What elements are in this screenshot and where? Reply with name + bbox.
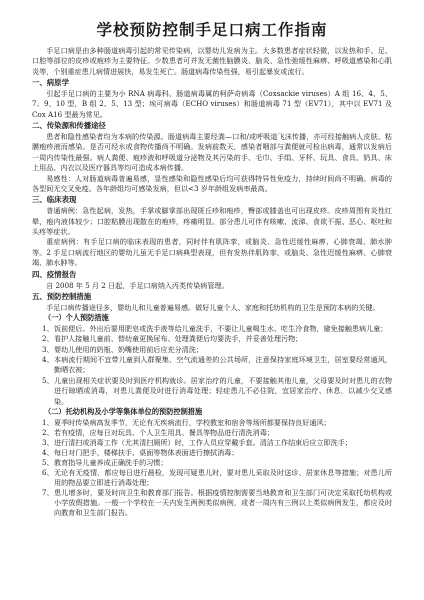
list-item: 6、 无论有无疫情，都应每日进行晨检，发现可疑患儿时，要对患儿采取及时送诊、居家休息等措施；对患儿所用的物品要立即进行消毒处理； (42, 468, 392, 488)
list-item: 5、 儿童出现相关症状要及时到医疗机构就诊。居家治疗的儿童，不要接触其他儿童，父母要及时对患儿的衣物进行晾晒或消毒，对患儿粪便及时进行消毒处理；轻症患儿不必住院，宜居家治疗、休息，以减少交叉感染。 (42, 375, 392, 406)
list-item: 2、 看护人接触儿童前、替幼童更换尿布、处理粪便后均要洗手，并妥善处理污物； (42, 334, 303, 344)
section-heading-pathogen: 一、病原学 (32, 78, 69, 88)
list-item: 4、 每日对门把手、楼梯扶手、桌面等物体表面进行擦拭消毒； (42, 447, 239, 457)
section-heading-clinical: 三、临床表现 (32, 195, 77, 205)
intro-paragraph: 手足口病是由多种肠道病毒引起的常见传染病，以婴幼儿发病为主。大多数患者症状轻微，以发热和手、足、口腔等部位的皮疹或疱疹为主要特征。少数患者可并发无菌性脑膜炎、脑炎、急性弛缓性麻痹、呼吸道感染和心肌炎等，个别重症患儿病情进展快，易发生死亡。肠道病毒传染性强，易引起暴发或流行。 (32, 46, 392, 76)
list-item: 2、 若有疫情，应每日对玩具、个人卫生用具、餐具等物品进行清洗消毒； (42, 427, 274, 437)
institution-measures-list (32, 418, 392, 519)
document-title: 学校预防控制手足口病工作指南 (96, 20, 328, 39)
transmission-paragraph: 患者和隐性感染者均为本病的传染源。肠道病毒主要经粪—口和/或呼吸道飞沫传播，亦可经接触病人皮肤、粘膜疱疹液而感染。是否可经水或食物传播尚不明确。发病前数天，感染者咽部与粪便就可检出病毒，通常以发病后一周内传染性最强。病人粪便、疱疹液和呼吸道分泌物及其污染的手、毛巾、手绢、牙杯、玩具、食具、奶具、床上用品、内衣以及医疗器具等均可造成本病传播。 (32, 132, 392, 173)
personal-measures-list (32, 324, 392, 407)
common-cases-paragraph: 普通病例：急性起病，发热，手掌或脚掌部出现斑丘疹和疱疹，臀部或膝盖也可出现皮疹。皮疹周围有炎性红晕，疱内液体较少；口腔粘膜出现散在的疱疹，疼痛明显。部分患儿可伴有咳嗽、流涕、食欲不振、恶心、呕吐和头疼等症状。 (32, 206, 392, 237)
prevention-paragraph: 手足口病传播途径多，婴幼儿和儿童普遍易感。做好儿童个人、家庭和托幼机构的卫生是预防本病的关键。 (46, 302, 380, 312)
susceptibility-paragraph: 易感性：人对肠道病毒普遍易感，显性感染和隐性感染后均可获得特异性免疫力，持续时间尚不明确。病毒的各型间无交叉免疫。各年龄组均可感染发病，但以<3 岁年龄组发病率最高。 (32, 173, 392, 194)
subsection-heading-personal: （一）个人预防措施 (44, 313, 109, 323)
list-item: 1、 夏季时传染病高发季节，无论有无疾病流行，学校教室和宿舍等场所都要保持良好通风； (42, 417, 331, 427)
report-paragraph: 自 2008 年 5 月 2 日起，手足口病纳入丙类传染病管理。 (46, 280, 229, 290)
list-item: 3、 进行清扫或消毒工作（尤其清扫厕所）时，工作人员应穿戴手套。清洁工作结束后应立即洗手； (42, 437, 352, 447)
pathogen-paragraph: 引起手足口病的主要为小 RNA 病毒科、肠道病毒属的柯萨奇病毒（Coxsackie viruses）A 组 16、4、5、7、9、10 型，B 组 2、5、13 型；埃可病毒（ECHO viruses）和肠道病毒 71 型（EV71），其中以 EV71 及 Cox A16 型最为常见。 (32, 89, 392, 119)
section-heading-report: 四、疫情报告 (32, 269, 77, 279)
list-item: 3、 婴幼儿使用的奶瓶、奶嘴使用前后应充分清洗； (42, 344, 203, 354)
subsection-heading-institutions: （二）托幼机构及小学等集体单位的预防控制措施 (44, 406, 203, 416)
section-heading-prevention: 五、预防控制措施 (32, 291, 92, 301)
severe-cases-paragraph: 重症病例：有手足口病的临床表现的患者，同时伴有肌阵挛，或脑炎、急性迟缓性麻痹、心肺衰竭、肺水肿等。2 手足口病流行地区的婴幼儿虽无手足口病典型表现，但有发热伴肌阵挛，或脑炎、急性迟缓性麻痹、心肺衰竭、肺水肿等。 (32, 237, 392, 268)
list-item: 1、 饭前便后、外出后要用肥皂或洗手液等给儿童洗手，不要让儿童喝生水、吃生冷食物，避免接触患病儿童； (42, 323, 388, 333)
section-heading-transmission: 二、传染源和传播途径 (32, 121, 106, 131)
list-item: 7、 患儿增多时，要及时向卫生和教育部门报告。根据疫情控制需要当地教育和卫生部门可决定采取托幼机构或小学放假措施。一般一个学校在一天内发生两例类似病例，或者一周内有三例以上类似病例发生，都应及时向教育和卫生部门报告。 (42, 488, 392, 518)
list-item: 4、 本病流行期间不宜带儿童到人群聚集、空气流通差的公共场所，注意保持家庭环境卫生，居室要经常通风，勤晒衣被； (42, 354, 392, 375)
list-item: 5、 教育指导儿童养成正确洗手的习惯； (42, 457, 168, 467)
